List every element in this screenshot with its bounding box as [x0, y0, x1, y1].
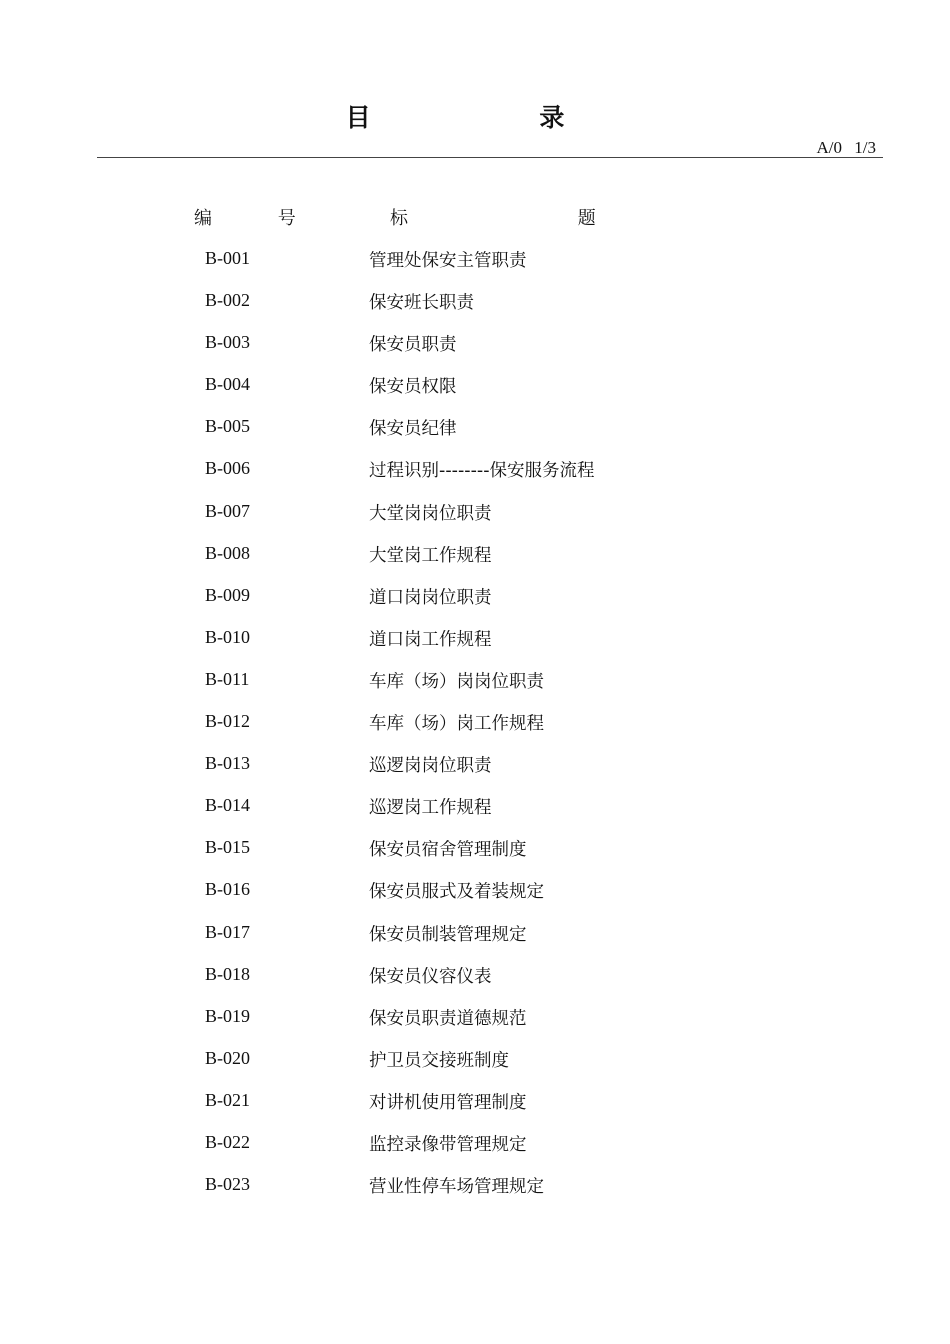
toc-entry — [0, 408, 950, 450]
toc-entry-code: B-018 — [205, 963, 250, 984]
toc-entry-title: 车库（场）岗工作规程 — [369, 714, 544, 735]
column-header-title: 标 题 — [390, 208, 678, 229]
toc-entry — [0, 745, 950, 787]
toc-entry — [0, 535, 950, 577]
toc-entry — [0, 1040, 950, 1082]
toc-entry-title: 保安员权限 — [369, 377, 457, 398]
toc-entry-code: B-017 — [205, 921, 250, 942]
toc-entry-title: 保安员职责道德规范 — [369, 1008, 527, 1029]
toc-entry-title: 保安员仪容仪表 — [369, 966, 492, 987]
toc-entry-title: 营业性停车场管理规定 — [369, 1177, 544, 1198]
toc-entry-title: 车库（场）岗岗位职责 — [369, 671, 544, 692]
toc-entry-code: B-013 — [205, 753, 250, 774]
toc-entry — [0, 577, 950, 619]
toc-entry-title: 大堂岗工作规程 — [369, 545, 492, 566]
toc-entry — [0, 998, 950, 1040]
toc-entry-code: B-021 — [205, 1089, 250, 1110]
toc-entry-title: 巡逻岗岗位职责 — [369, 756, 492, 777]
revision-code: A/0 1/3 — [816, 138, 876, 157]
toc-list — [0, 240, 950, 1208]
toc-entry-title: 管理处保安主管职责 — [369, 251, 527, 271]
toc-entry-code: B-002 — [205, 290, 250, 311]
toc-entry — [0, 619, 950, 661]
toc-entry-title: 保安员职责 — [369, 335, 457, 356]
toc-entry-title: 巡逻岗工作规程 — [369, 798, 492, 819]
toc-entry-title: 道口岗工作规程 — [369, 629, 492, 650]
toc-entry-code: B-020 — [205, 1047, 250, 1068]
toc-entry — [0, 956, 950, 998]
toc-entry-title: 过程识别--------保安服务流程 — [369, 461, 595, 482]
toc-entry — [0, 914, 950, 956]
toc-entry — [0, 324, 950, 366]
toc-entry — [0, 282, 950, 324]
toc-entry-code: B-009 — [205, 584, 250, 605]
toc-entry-code: B-011 — [205, 668, 250, 689]
toc-entry — [0, 871, 950, 913]
toc-entry — [0, 1082, 950, 1124]
toc-entry — [0, 366, 950, 408]
toc-entry-title: 护卫员交接班制度 — [369, 1050, 509, 1071]
toc-entry-code: B-016 — [205, 879, 250, 900]
toc-entry-title: 保安员服式及着装规定 — [369, 882, 544, 903]
toc-entry-title: 保安员宿舍管理制度 — [369, 840, 527, 861]
toc-entry-code: B-012 — [205, 711, 250, 732]
toc-entry-title: 保安员制装管理规定 — [369, 924, 527, 945]
toc-entry — [0, 1124, 950, 1166]
toc-entry-title: 监控录像带管理规定 — [369, 1134, 527, 1155]
toc-entry-code: B-014 — [205, 795, 250, 816]
toc-entry-code: B-015 — [205, 837, 250, 858]
toc-entry — [0, 829, 950, 871]
toc-entry-title: 大堂岗岗位职责 — [369, 503, 492, 524]
header-divider — [97, 157, 883, 158]
toc-entry — [0, 661, 950, 703]
toc-entry-code: B-007 — [205, 500, 250, 521]
page-title: 目 录 — [345, 103, 645, 132]
toc-entry — [0, 493, 950, 535]
toc-entry-title: 对讲机使用管理制度 — [369, 1092, 527, 1113]
column-header-code: 编 号 — [194, 208, 326, 229]
toc-entry-code: B-005 — [205, 416, 250, 437]
toc-entry-title: 保安班长职责 — [369, 293, 474, 314]
toc-entry-code: B-019 — [205, 1005, 250, 1026]
toc-entry-code: B-022 — [205, 1131, 250, 1152]
toc-entry-title: 保安员纪律 — [369, 419, 457, 440]
toc-entry — [0, 703, 950, 745]
toc-entry — [0, 450, 950, 492]
toc-entry-code: B-006 — [205, 458, 250, 479]
toc-entry-code: B-008 — [205, 542, 250, 563]
toc-entry-code: B-023 — [205, 1174, 250, 1195]
toc-entry-code: B-003 — [205, 332, 250, 353]
toc-entry-title: 道口岗岗位职责 — [369, 587, 492, 608]
toc-entry-code: B-004 — [205, 374, 250, 395]
toc-entry-code: B-001 — [205, 248, 250, 268]
toc-entry — [0, 1166, 950, 1208]
toc-entry-code: B-010 — [205, 626, 250, 647]
toc-entry — [0, 787, 950, 829]
toc-entry — [0, 240, 950, 282]
